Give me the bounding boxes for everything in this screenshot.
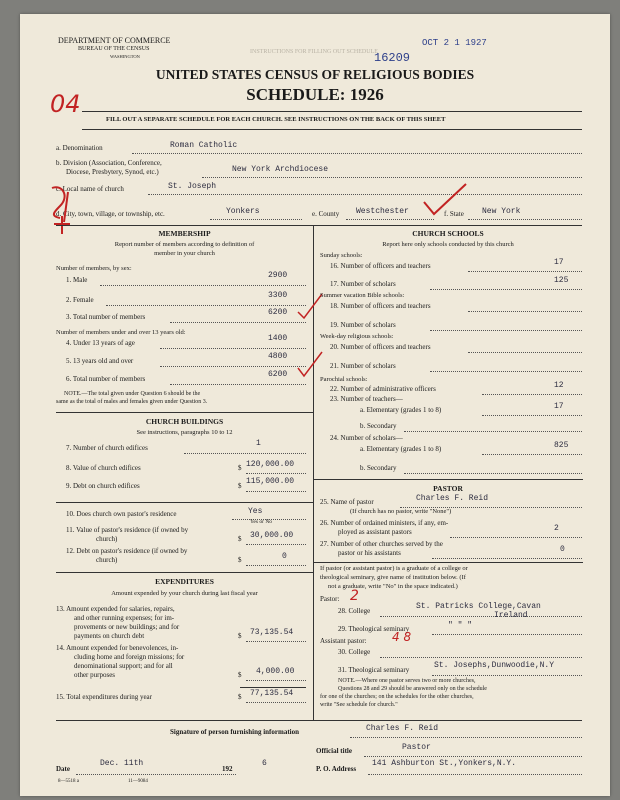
q14-label-3: denominational support; and for all [74, 662, 173, 670]
q21-label: 21. Number of scholars [330, 362, 396, 370]
assistant-pastor-label: Assistant pastor: [320, 637, 367, 645]
q13-label-4: payments on church debt [74, 632, 145, 640]
official-title-label: Official title [316, 747, 352, 755]
q9-value: 115,000.00 [246, 477, 295, 486]
parochial-schools-label: Parochial schools: [320, 376, 368, 383]
q23a-value: 17 [554, 402, 564, 411]
q6-value: 6200 [268, 370, 288, 379]
sunday-schools-label: Sunday schools: [320, 252, 363, 259]
q8-label: 8. Value of church edifices [66, 464, 141, 472]
q15-label: 15. Total expenditures during year [56, 693, 152, 701]
q18-label: 18. Number of officers and teachers [330, 302, 431, 310]
q31-label: 31. Theological seminary [338, 666, 410, 674]
local-name-value: St. Joseph [168, 182, 217, 191]
q4-label: 4. Under 13 years of age [66, 339, 135, 347]
q29-value: " " " [448, 621, 473, 630]
pastor-red-mark: 2 [350, 588, 359, 604]
summer-schools-label: Summer vacation Bible schools: [320, 292, 405, 299]
q15-value: 77,135.54 [250, 689, 294, 698]
q13-label-3: provements or new buildings; and for [74, 623, 180, 631]
city-town-value: Yonkers [226, 207, 260, 216]
q23a-label: a. Elementary (grades 1 to 8) [360, 406, 442, 414]
membership-title: MEMBERSHIP [158, 229, 211, 238]
q24-label: 24. Number of scholars— [330, 434, 403, 442]
buildings-title: CHURCH BUILDINGS [145, 417, 224, 426]
bureau-label: BUREAU OF THE CENSUS [78, 46, 150, 52]
date-value: Dec. 11th [100, 759, 144, 768]
assistant-red-mark: 4 8 [392, 630, 412, 644]
q13-value: 73,135.54 [250, 628, 294, 637]
q2-value: 3300 [268, 291, 288, 300]
q12-label-2: church) [96, 556, 118, 564]
form-schedule-year: SCHEDULE: 1926 [246, 85, 384, 104]
county-label: e. County [312, 210, 340, 218]
q30-label: 30. College [338, 648, 371, 656]
census-schedule-sheet: DEPARTMENT OF COMMERCE BUREAU OF THE CENSUS WASHINGTON INSTRUCTIONS FOR FILLING OUT SCHEDULE OCT 2 1 1927 16209 UNITED STATES CENSUS OF RELIGIOUS BODIES SCHEDULE: 1926 04 FILL OUT A SEPARATE SCHEDULE FOR EACH CHURCH. SEE INSTRUCTIONS ON THE BACK OF THIS SHEET a. Denomination Roman Catholic b. Division (Association, Conference, Diocese, Presbytery, Synod, etc.) New York Archdiocese c. Local name of church St. Joseph d. City, town, village, or township, etc. Yonkers e. County Westchester f. State New York MEMBERSHIP Report number of members according to definition of member in your church Number of members, by sex: 1. Male 2900 2. Female 3300 3. Total number of members 6200 Number of members under and over 13 years old: 4. Under 13 years of age 1400 5. 13 years old and over 4800 6. Total number of members 6200 NOTE.—The total given under Question 6 should be the same as the total of males and females given under Question 3. CHURCH BUILDINGS See instructions, paragraphs 10 to 12 7. Number of church edifices 1 8. Value of church edifices $ 120,000.00 9. Debt on church edifices $ 115,000.00 10. Does church own pastor's residence Yes Yes or No 11. Value of pastor's residence (if owned by church) $ 30,000.00 12. Debt on pastor's residence (if owned by church) $ 0 EXPENDITURES Amount expended by your church during last fiscal year 13. Amount expended for salaries, repairs, and other running expenses; for im- provements or new buildings; and for payments on church debt $ 73,135.54 14. Amount expended for benevolences, in- cluding home and foreign missions; for denominational support; and for all other purposes $ 4,000.00 15. Total expenditures during year $ 77,135.54 CHURCH SCHOOLS Report here only schools conducted by this church Sunday schools: 16. Number of officers and teachers 17 17. Number of scholars 125 Summer vacation Bible schools: 18. Number of officers and teachers 19. Number of scholars Week-day religious schools: 20. Number of officers and teachers 21. Number of scholars Parochial schools: 22. Number of administrative officers 12 23. Number of teachers— a. Elementary (grades 1 to 8) 17 b. Secondary 24. Number of scholars— a. Elementary (grades 1 to 8) 825 b. Secondary PASTOR 25. Name of pastor Charles F. Reid (If church has no pastor, write "None") 26. Number of ordained ministers, if any, em- ployed as assistant pastors 2 27. Number of other churches served by the pastor or his assistants 0 If pastor (or assistant pastor) is a graduate of a college or theological seminary, give name of institution below. (If not a graduate, write "No" in the space indicated.) Pastor: 2 28. College St. Patricks College,Cavan Ireland 29. Theological seminary " " " Assistant pastor: 4 8 30. College 31. Theological seminary St. Josephs,Dunwoodie,N.Y NOTE.—Where one pastor serves two or more churches, Questions 28 and 29 should be answered only on the schedule for one of the churches; on the schedules for the other churches, write "See schedule for church." Signature of person furnishing information Charles F. Reid Official title Pastor Date Dec. 11th 192 6 P. O. Address 141 Ashburton St.,Yonkers,N.Y. 8—5518 a 11—9084 [20, 14, 610, 796]
q5-value: 4800 [268, 352, 288, 361]
division-label-2: Diocese, Presbytery, Synod, etc.) [66, 168, 159, 176]
q17-value: 125 [554, 276, 569, 285]
q10-label: 10. Does church own pastor's residence [66, 510, 177, 518]
denomination-value: Roman Catholic [170, 141, 238, 150]
q8-value: 120,000.00 [246, 460, 295, 469]
division-value: New York Archdiocese [232, 165, 329, 174]
po-address-label: P. O. Address [316, 765, 357, 773]
expenditures-intro: Amount expended by your church during last fiscal year [111, 590, 258, 597]
q27-value: 0 [560, 545, 565, 554]
membership-intro: Report number of members according to definition of [114, 241, 255, 248]
q24a-value: 825 [554, 441, 569, 450]
county-value: Westchester [356, 207, 409, 216]
q25-note: (If church has no pastor, write "None") [350, 508, 452, 515]
pastor-label: Pastor: [320, 595, 340, 603]
schedule-number-stamp: 16209 [374, 51, 411, 65]
schools-intro: Report here only schools conducted by this church [382, 241, 514, 248]
q11-label-2: church) [96, 535, 118, 543]
q20-label: 20. Number of officers and teachers [330, 343, 431, 351]
q7-label: 7. Number of church edifices [66, 444, 148, 452]
members-by-sex-label: Number of members, by sex: [56, 265, 132, 272]
q11-label: 11. Value of pastor's residence (if owned by [66, 526, 189, 534]
pastor-note-3: for one of the churches; on the schedules for the other churches, [320, 694, 474, 700]
membership-note: NOTE.—The total given under Question 6 should be the [64, 391, 201, 397]
q1-value: 2900 [268, 271, 288, 280]
q14-label-4: other purposes [74, 671, 116, 679]
pastor-note-4: write "See schedule for church." [320, 702, 398, 708]
official-title-value: Pastor [402, 743, 431, 752]
q14-label-2: cluding home and foreign missions; for [74, 653, 185, 661]
q28-label: 28. College [338, 607, 371, 615]
q16-value: 17 [554, 258, 564, 267]
q13-label: 13. Amount expended for salaries, repairs, [56, 605, 175, 613]
q27-label: 27. Number of other churches served by the [320, 540, 443, 548]
q25-label: 25. Name of pastor [320, 498, 374, 506]
state-value: New York [482, 207, 521, 216]
q11-value: 30,000.00 [250, 531, 294, 540]
q14-value: 4,000.00 [256, 667, 295, 676]
signature-label: Signature of person furnishing information [170, 728, 299, 736]
buildings-intro: See instructions, paragraphs 10 to 12 [136, 429, 233, 436]
graduate-instruction: If pastor (or assistant pastor) is a graduate of a college or [320, 565, 468, 572]
q10-value: Yes [248, 507, 263, 516]
red-check-mark [420, 180, 470, 220]
signature-value: Charles F. Reid [366, 724, 439, 733]
q31-value: St. Josephs,Dunwoodie,N.Y [434, 661, 555, 670]
pastor-title: PASTOR [433, 484, 463, 493]
q12-value: 0 [282, 552, 287, 561]
received-date-stamp: OCT 2 1 1927 [422, 38, 487, 48]
graduate-instruction-3: not a graduate, write "No" in the space indicated.) [328, 583, 458, 590]
q4-value: 1400 [268, 334, 288, 343]
q3-value: 6200 [268, 308, 288, 317]
q17-label: 17. Number of scholars [330, 280, 396, 288]
city-label: WASHINGTON [110, 54, 140, 59]
q9-label: 9. Debt on church edifices [66, 482, 140, 490]
pastor-note: NOTE.—Where one pastor serves two or more churches, [338, 678, 476, 684]
state-label: f. State [444, 210, 464, 218]
q24b-label: b. Secondary [360, 464, 397, 472]
membership-intro-2: member in your church [154, 250, 215, 257]
form-number: 8—5518 a [58, 779, 79, 784]
expenditures-title: EXPENDITURES [155, 577, 214, 586]
q26-label-2: ployed as assistant pastors [338, 528, 412, 536]
division-label: b. Division (Association, Conference, [56, 159, 162, 167]
q24a-label: a. Elementary (grades 1 to 8) [360, 445, 442, 453]
q29-label: 29. Theological seminary [338, 625, 410, 633]
weekday-schools-label: Week-day religious schools: [320, 333, 394, 340]
q12-label: 12. Debt on pastor's residence (if owned by [66, 547, 188, 555]
local-name-label: c. Local name of church [56, 185, 124, 193]
po-address-value: 141 Ashburton St.,Yonkers,N.Y. [372, 759, 517, 768]
year-prefix: 192 [222, 765, 233, 773]
q22-label: 22. Number of administrative officers [330, 385, 436, 393]
q28-value-line2: Ireland [494, 611, 528, 620]
form-number-2: 11—9084 [128, 779, 148, 784]
q28-value: St. Patricks College,Cavan [416, 602, 541, 611]
schools-title: CHURCH SCHOOLS [412, 229, 484, 238]
yes-no-caption: Yes or No [250, 519, 273, 525]
city-town-label: d. City, town, village, or township, etc. [56, 210, 165, 218]
q19-label: 19. Number of scholars [330, 321, 396, 329]
q26-value: 2 [554, 524, 559, 533]
pastor-note-2: Questions 28 and 29 should be answered only on the schedule [338, 686, 487, 692]
q23-label: 23. Number of teachers— [330, 395, 403, 403]
faded-heading: INSTRUCTIONS FOR FILLING OUT SCHEDULE [250, 49, 378, 55]
department-label: DEPARTMENT OF COMMERCE [58, 36, 171, 45]
q6-label: 6. Total number of members [66, 375, 146, 383]
year-digit: 6 [262, 759, 267, 768]
q25-value: Charles F. Reid [416, 494, 489, 503]
q22-value: 12 [554, 381, 564, 390]
membership-note-2: same as the total of males and females given under Question 3. [56, 399, 208, 405]
graduate-instruction-2: theological seminary, give name of institution below. (If [320, 574, 466, 581]
q27-label-2: pastor or his assistants [338, 549, 401, 557]
q3-label: 3. Total number of members [66, 313, 146, 321]
denomination-label: a. Denomination [56, 144, 103, 152]
q16-label: 16. Number of officers and teachers [330, 262, 431, 270]
q23b-label: b. Secondary [360, 422, 397, 430]
q26-label: 26. Number of ordained ministers, if any, em- [320, 519, 449, 527]
q13-label-2: and other running expenses; for im- [74, 614, 175, 622]
q14-label: 14. Amount expended for benevolences, in- [56, 644, 179, 652]
form-title: UNITED STATES CENSUS OF RELIGIOUS BODIES [155, 67, 475, 82]
date-label: Date [56, 765, 70, 773]
q2-label: 2. Female [66, 296, 94, 304]
q1-label: 1. Male [66, 276, 88, 284]
instruction-line: FILL OUT A SEPARATE SCHEDULE FOR EACH CHURCH. SEE INSTRUCTIONS ON THE BACK OF THIS SHEET [106, 116, 446, 123]
q5-label: 5. 13 years old and over [66, 357, 134, 365]
margin-mark-04: 04 [50, 90, 81, 118]
q7-value: 1 [256, 439, 261, 448]
age-heading: Number of members under and over 13 years old: [56, 329, 186, 336]
